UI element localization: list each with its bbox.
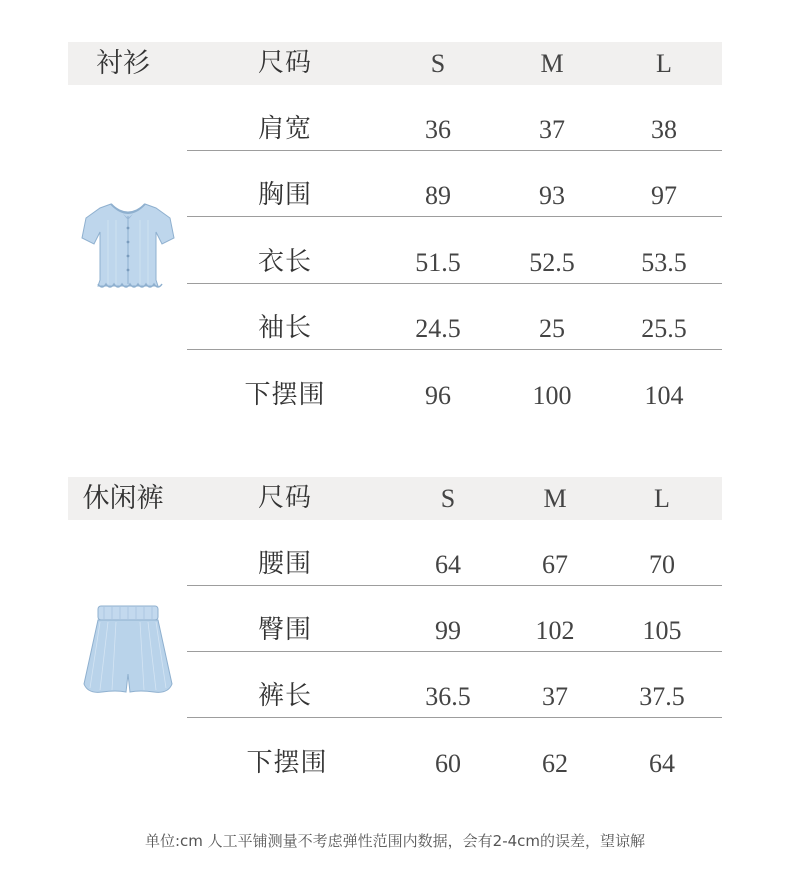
shirt-value-s: 96 bbox=[425, 381, 451, 410]
pants-value-s: 64 bbox=[435, 550, 461, 579]
shirt-value-m: 93 bbox=[539, 181, 565, 210]
pants-value-l: 105 bbox=[642, 616, 682, 645]
shirt-value-l: 104 bbox=[644, 381, 684, 410]
pants-value-l: 37.5 bbox=[639, 682, 685, 711]
pants-value-m: 37 bbox=[542, 682, 568, 711]
shirt-value-m: 52.5 bbox=[529, 248, 575, 277]
shirt-value-l: 38 bbox=[651, 115, 677, 144]
shirt-row-label: 袖长 bbox=[257, 313, 312, 343]
shirt-illustration bbox=[78, 198, 178, 296]
row-divider bbox=[187, 216, 722, 217]
shirt-value-s: 89 bbox=[425, 181, 451, 210]
pants-size-l: L bbox=[654, 484, 670, 513]
shirt-category-title: 衬衫 bbox=[96, 48, 150, 79]
pants-value-s: 99 bbox=[435, 616, 461, 645]
pants-row-label: 臀围 bbox=[257, 615, 312, 645]
measurement-note: 单位:cm 人工平铺测量不考虑弹性范围内数据，会有2-4cm的误差，望谅解 bbox=[144, 832, 646, 850]
row-divider bbox=[187, 651, 722, 652]
row-divider bbox=[187, 150, 722, 151]
shirt-value-l: 25.5 bbox=[641, 314, 687, 343]
pants-size-header: 尺码 bbox=[257, 483, 312, 513]
shirt-size-header: 尺码 bbox=[257, 48, 312, 78]
pants-value-s: 60 bbox=[435, 749, 461, 778]
pants-value-s: 36.5 bbox=[425, 682, 471, 711]
shirt-size-l: L bbox=[656, 49, 672, 78]
shirt-row-label: 胸围 bbox=[257, 180, 312, 210]
shirt-value-m: 25 bbox=[539, 314, 565, 343]
pants-value-m: 62 bbox=[542, 749, 568, 778]
shirt-value-s: 36 bbox=[425, 115, 451, 144]
shirt-value-s: 51.5 bbox=[415, 248, 461, 277]
shirt-row-label: 衣长 bbox=[257, 247, 312, 277]
pants-size-s: S bbox=[440, 484, 456, 513]
shirt-row-label: 下摆围 bbox=[244, 380, 326, 410]
shirt-size-m: M bbox=[540, 49, 564, 78]
pants-illustration bbox=[80, 604, 176, 696]
pants-size-m: M bbox=[543, 484, 567, 513]
shirt-value-s: 24.5 bbox=[415, 314, 461, 343]
pants-category-title: 休闲裤 bbox=[82, 483, 164, 514]
shirt-value-m: 37 bbox=[539, 115, 565, 144]
pants-row-label: 下摆围 bbox=[246, 748, 328, 778]
shirt-value-l: 97 bbox=[651, 181, 677, 210]
shirt-value-m: 100 bbox=[532, 381, 572, 410]
pants-row-label: 裤长 bbox=[257, 681, 312, 711]
pants-value-m: 67 bbox=[542, 550, 568, 579]
shirt-size-s: S bbox=[430, 49, 446, 78]
pants-row-label: 腰围 bbox=[257, 549, 312, 579]
shirt-value-l: 53.5 bbox=[641, 248, 687, 277]
pants-value-l: 70 bbox=[649, 550, 675, 579]
row-divider bbox=[187, 717, 722, 718]
pants-value-l: 64 bbox=[649, 749, 675, 778]
shirt-row-label: 肩宽 bbox=[257, 114, 312, 144]
pants-value-m: 102 bbox=[535, 616, 575, 645]
row-divider bbox=[187, 283, 722, 284]
row-divider bbox=[187, 349, 722, 350]
row-divider bbox=[187, 585, 722, 586]
